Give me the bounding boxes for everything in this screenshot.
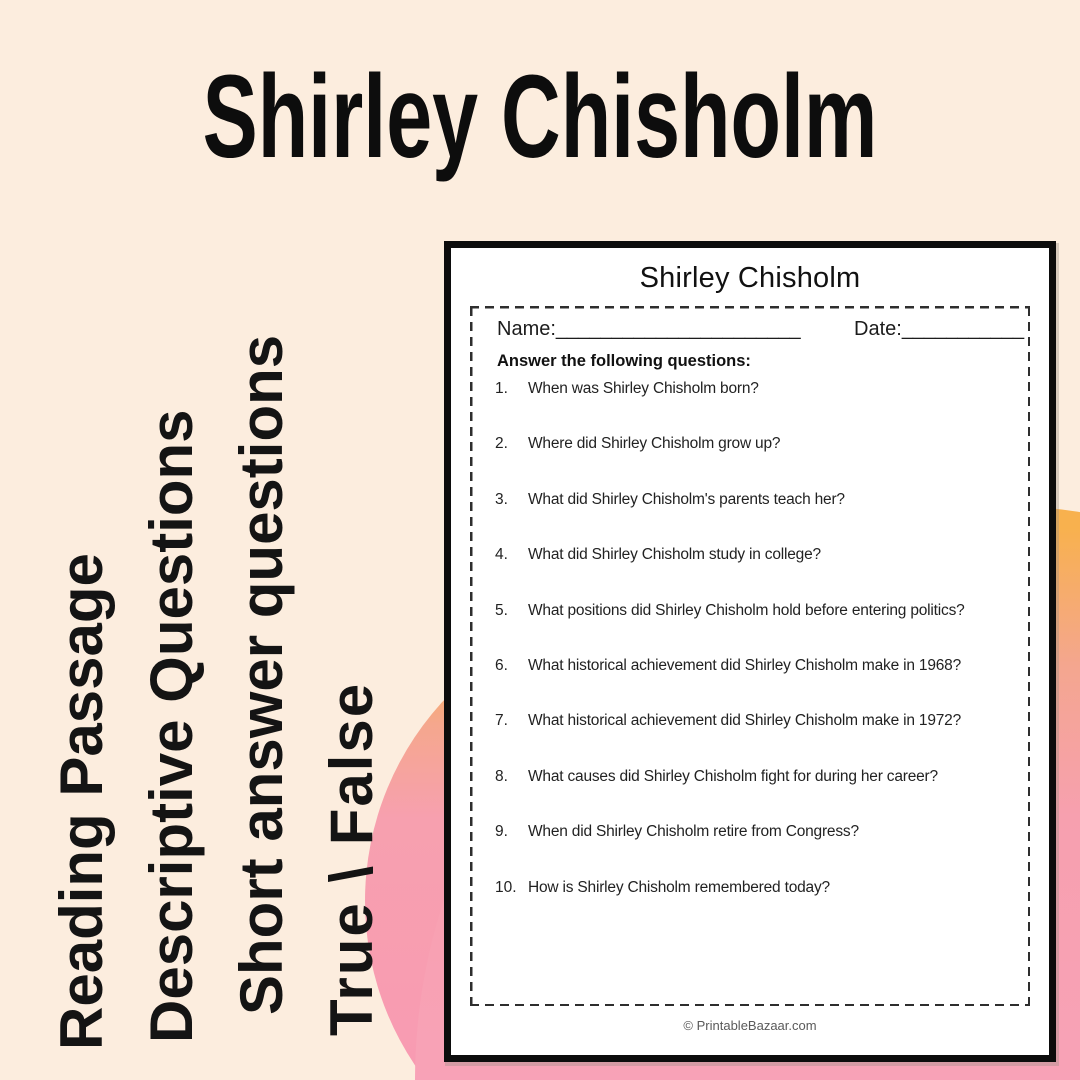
question-item [495, 491, 1012, 546]
question-text: What historical achievement did Shirley Chisholm make in 1968? [528, 656, 962, 674]
page-title: Shirley Chisholm [202, 51, 878, 183]
feature-label-reading-passage: Reading Passage [48, 553, 115, 1050]
worksheet-page [444, 241, 1056, 1062]
question-number: 4. [495, 546, 508, 564]
question-number: 8. [495, 767, 508, 785]
question-item [495, 435, 1012, 490]
date-field [854, 318, 1024, 341]
question-number: 6. [495, 656, 508, 674]
question-text: How is Shirley Chisholm remembered today? [528, 878, 830, 896]
question-number: 1. [495, 380, 508, 397]
worksheet-instruction: Answer the following questions: [497, 352, 751, 370]
question-text: What historical achievement did Shirley Chisholm make in 1972? [528, 712, 962, 730]
question-text: Where did Shirley Chisholm grow up? [528, 435, 781, 453]
name-blank-line: ______________________ [555, 318, 801, 340]
question-text: When did Shirley Chisholm retire from Congress? [528, 823, 859, 841]
name-label: Name: [497, 318, 556, 340]
question-item [495, 768, 1012, 823]
question-number: 2. [495, 435, 508, 453]
worksheet-dashed-frame [470, 306, 1030, 1006]
question-text: When was Shirley Chisholm born? [528, 380, 759, 397]
feature-label-descriptive-questions: Descriptive Questions [138, 409, 205, 1043]
question-text: What did Shirley Chisholm study in college? [528, 546, 821, 564]
question-number: 9. [495, 823, 508, 841]
question-number: 7. [495, 712, 508, 730]
question-item [495, 546, 1012, 601]
question-item [495, 602, 1012, 657]
question-number: 10. [495, 878, 517, 896]
question-item [495, 712, 1012, 767]
question-text: What positions did Shirley Chisholm hold before entering politics? [528, 601, 965, 619]
question-item [495, 657, 1012, 712]
feature-label-short-answer: Short answer questions [228, 334, 295, 1015]
question-text: What did Shirley Chisholm's parents teach her? [528, 490, 845, 508]
question-list [495, 380, 1012, 934]
question-number: 3. [495, 490, 508, 508]
name-field [497, 318, 801, 341]
question-item [495, 879, 1012, 934]
question-number: 5. [495, 601, 508, 619]
question-text: What causes did Shirley Chisholm fight for during her career? [528, 767, 938, 785]
date-blank-line: ___________ [901, 318, 1025, 340]
question-item [495, 380, 1012, 435]
date-label: Date: [854, 318, 902, 340]
feature-label-true-false: True \ False [318, 681, 385, 1036]
worksheet-footer-copyright: © PrintableBazaar.com [683, 1018, 817, 1033]
question-item [495, 823, 1012, 878]
name-date-row [482, 318, 1025, 346]
worksheet-title: Shirley Chisholm [639, 262, 861, 294]
